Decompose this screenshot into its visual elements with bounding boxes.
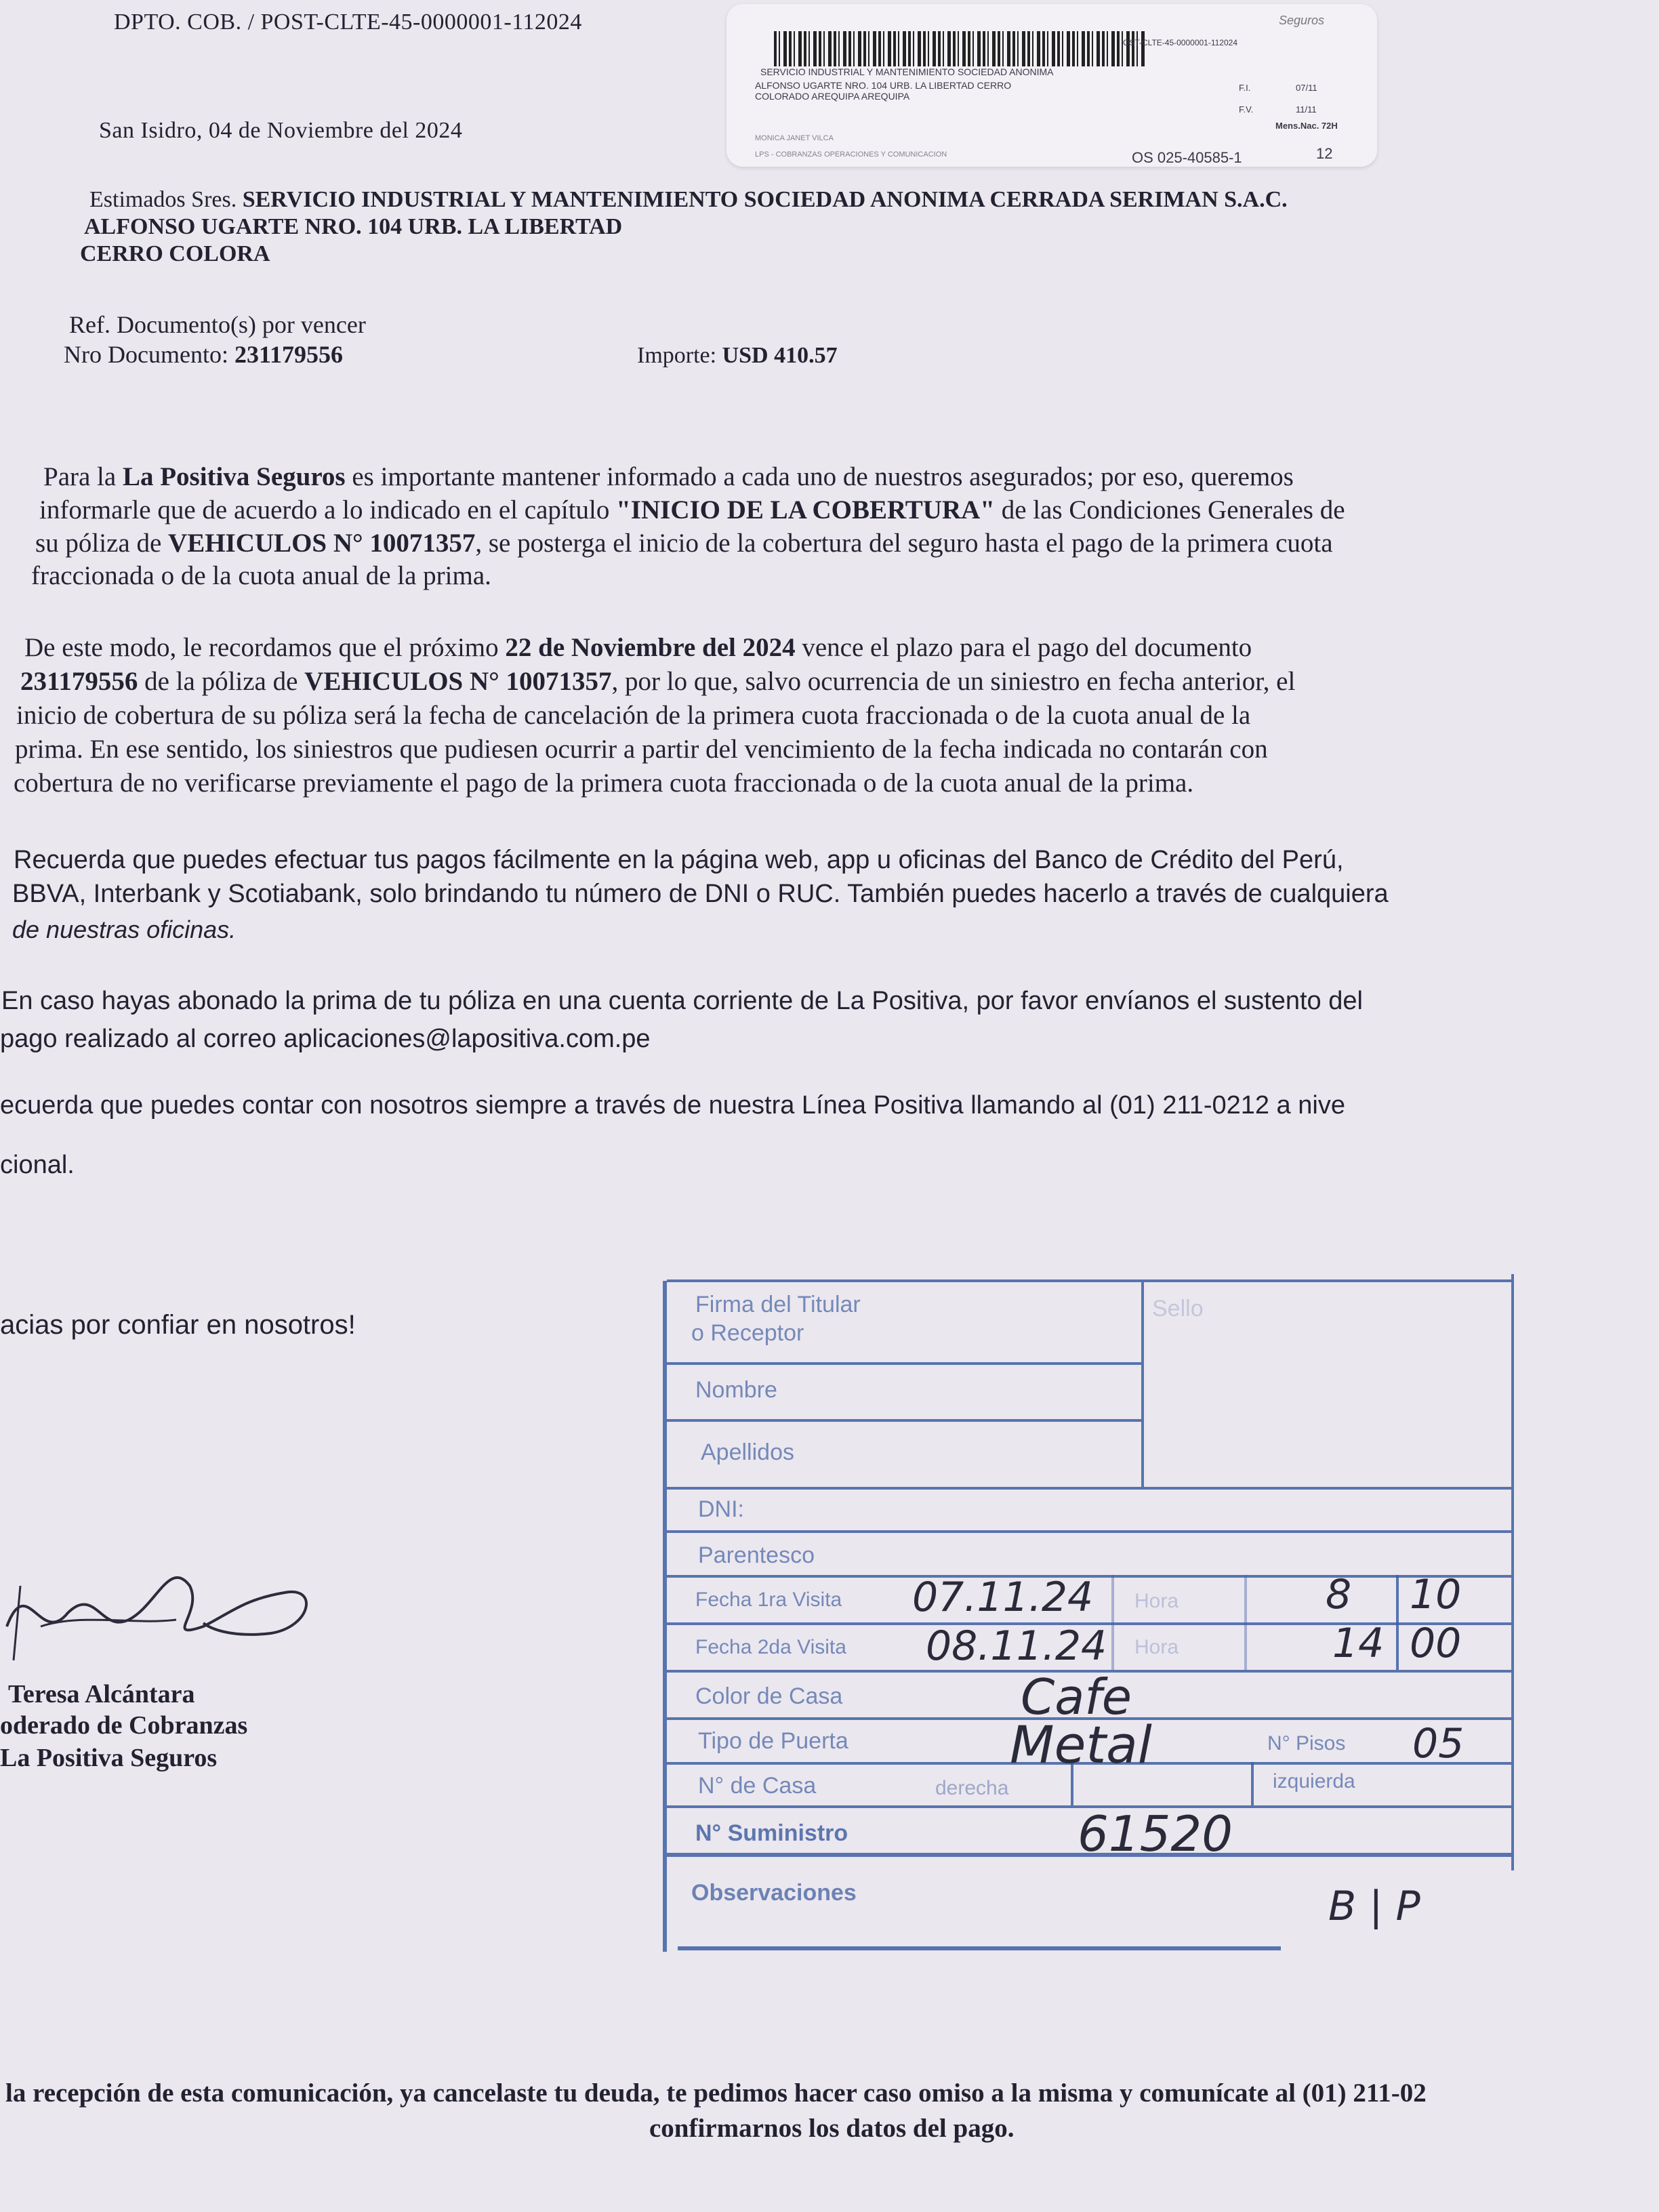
sticker-fv-value: 11/11 [1296, 104, 1317, 115]
para1-line-2: informarle que de acuerdo a lo indicado en el capítulo "INICIO DE LA COBERTURA" de las Condiciones Generales de [39, 495, 1345, 525]
amount-row [637, 343, 838, 369]
place-date: San Isidro, 04 de Noviembre del 2024 [99, 118, 463, 143]
stamp-bottom-border [678, 1946, 1281, 1950]
para3-line-2: BBVA, Interbank y Scotiabank, solo brindando tu número de DNI o RUC. También puedes hacerlo a través de cualquiera [12, 880, 1389, 908]
handwritten-observaciones: B | P [1328, 1883, 1420, 1930]
stamp-label-observaciones: Observaciones [691, 1880, 857, 1906]
address-line-1: ALFONSO UGARTE NRO. 104 URB. LA LIBERTAD [84, 214, 623, 239]
stamp-label-fecha-1: Fecha 1ra Visita [695, 1589, 842, 1611]
sticker-line-4: MONICA JANET VILCA [755, 134, 834, 142]
sticker-line-2: ALFONSO UGARTE NRO. 104 URB. LA LIBERTAD CERRO [755, 80, 1012, 91]
stamp-label-puerta: Tipo de Puerta [698, 1728, 848, 1754]
courier-label-sticker [726, 4, 1377, 167]
stamp-label-ncasa: N° de Casa [698, 1773, 817, 1799]
stamp-label-suministro: N° Suministro [695, 1820, 848, 1846]
signatory-company: La Positiva Seguros [0, 1744, 218, 1772]
handwritten-fecha-2: 08.11.24 [926, 1622, 1107, 1670]
sticker-brand: Seguros [1279, 14, 1325, 27]
para1-line-4: fraccionada o de la cuota anual de la prima. [31, 561, 491, 590]
sticker-ref-code: OST-CLTE-45-0000001-112024 [1123, 38, 1237, 47]
handwritten-signature [0, 1545, 325, 1667]
stamp-right-border [1511, 1274, 1514, 1870]
para1-line-1: Para la La Positiva Seguros es importante mantener informado a cada uno de nuestros asegurados; por eso, queremos [43, 462, 1294, 491]
sticker-os: OS 025-40585-1 [1132, 149, 1242, 166]
amount-value: USD 410.57 [722, 343, 838, 368]
company-name: SERVICIO INDUSTRIAL Y MANTENIMIENTO SOCIEDAD ANONIMA CERRADA SERIMAN S.A.C. [242, 187, 1288, 212]
para2-line-3: inicio de cobertura de su póliza será la fecha de cancelación de la primera cuota fraccionada o de la cuota anual de la [16, 701, 1251, 730]
address-line-2: CERRO COLORA [80, 241, 270, 266]
footer-line-2: confirmarnos los datos del pago. [649, 2114, 1015, 2143]
stamp-label-fecha-2: Fecha 2da Visita [695, 1636, 846, 1658]
handwritten-suministro: 61520 [1078, 1805, 1233, 1862]
handwritten-color: Cafe [1021, 1668, 1132, 1725]
sticker-line-5: LPS - COBRANZAS OPERACIONES Y COMUNICACION [755, 150, 947, 159]
para3-line-3: de nuestras oficinas. [12, 916, 237, 943]
para5-line-1: ecuerda que puedes contar con nosotros siempre a través de nuestra Línea Positiva llamando al (01) 211-0212 a nive [0, 1091, 1345, 1120]
handwritten-hora-2-m: 00 [1410, 1620, 1462, 1667]
stamp-label-firma: Firma del Titular [695, 1292, 861, 1317]
stamp-label-receptor: o Receptor [691, 1320, 804, 1346]
para2-line-5: cobertura de no verificarse previamente el pago de la primera cuota fraccionada o de la cuota anual de la prima. [14, 769, 1194, 798]
stamp-label-parentesco: Parentesco [698, 1542, 815, 1568]
para4-line-1: En caso hayas abonado la prima de tu póliza en una cuenta corriente de La Positiva, por favor envíanos el sustento del [1, 987, 1363, 1015]
stamp-top-border [667, 1279, 1511, 1282]
stamp-label-hora-2: Hora [1134, 1636, 1179, 1658]
sticker-fi-label: F.I. [1239, 83, 1251, 93]
handwritten-puerta: Metal [1010, 1715, 1152, 1775]
sticker-mens: Mens.Nac. 72H [1275, 121, 1338, 131]
sticker-line-1: SERVICIO INDUSTRIAL Y MANTENIMIENTO SOCIEDAD ANONIMA [760, 66, 1054, 77]
para2-line-1: De este modo, le recordamos que el próximo 22 de Noviembre del 2024 vence el plazo para el pago del documento [24, 633, 1252, 662]
stamp-label-sello: Sello [1152, 1296, 1204, 1322]
barcode [774, 31, 1147, 66]
department-reference: DPTO. COB. / POST-CLTE-45-0000001-112024 [114, 9, 582, 35]
document-number-label: Nro Documento: [64, 341, 228, 368]
para1-line-3: su póliza de VEHICULOS N° 10071357, se posterga el inicio de la cobertura del seguro hasta el pago de la primera cuota [35, 529, 1333, 558]
handwritten-fecha-1: 07.11.24 [912, 1574, 1094, 1621]
document-number: 231179556 [234, 341, 343, 368]
sticker-line-3: COLORADO AREQUIPA AREQUIPA [755, 91, 910, 102]
thanks-line: acias por confiar en nosotros! [0, 1310, 356, 1340]
reference-label: Ref. Documento(s) por vencer [69, 311, 366, 338]
footer-line-1: la recepción de esta comunicación, ya cancelaste tu deuda, te pedimos hacer caso omiso a la misma y comunícate al (01) 211-02 [5, 2078, 1427, 2108]
stamp-label-color: Color de Casa [695, 1683, 843, 1709]
stamp-label-apellidos: Apellidos [701, 1439, 794, 1465]
stamp-label-nombre: Nombre [695, 1377, 777, 1403]
signatory-name: Teresa Alcántara [8, 1680, 195, 1708]
para5-line-2: cional. [0, 1151, 75, 1179]
stamp-label-pisos: N° Pisos [1267, 1732, 1346, 1755]
greeting: Estimados Sres. [89, 187, 237, 212]
para4-line-2: pago realizado al correo aplicaciones@lapositiva.com.pe [0, 1025, 651, 1053]
handwritten-pisos: 05 [1412, 1720, 1465, 1767]
stamp-label-dni: DNI: [698, 1496, 744, 1522]
para2-line-2: 231179556 de la póliza de VEHICULOS N° 10071357, por lo que, salvo ocurrencia de un siniestro en fecha anterior, el [20, 667, 1296, 696]
sticker-fi-value: 07/11 [1296, 83, 1317, 93]
addressee-line-1 [89, 187, 1288, 213]
stamp-label-izquierda: izquierda [1273, 1770, 1355, 1793]
document-number-row [64, 340, 343, 369]
para2-line-4: prima. En ese sentido, los siniestros que pudiesen ocurrir a partir del vencimiento de la fecha indicada no contarán con [15, 735, 1268, 764]
sticker-os-num: 12 [1316, 145, 1333, 162]
amount-label: Importe: [637, 343, 717, 368]
handwritten-hora-2-h: 14 [1332, 1620, 1385, 1667]
stamp-label-hora-1: Hora [1134, 1590, 1179, 1612]
stamp-left-border [663, 1281, 667, 1952]
sticker-fv-label: F.V. [1239, 104, 1254, 115]
para3-line-1: Recuerda que puedes efectuar tus pagos fácilmente en la página web, app u oficinas del Banco de Crédito del Perú, [14, 846, 1344, 874]
handwritten-hora-1-m: 10 [1410, 1571, 1462, 1618]
stamp-label-derecha: derecha [935, 1777, 1009, 1799]
signatory-role: oderado de Cobranzas [0, 1711, 248, 1740]
handwritten-hora-1-h: 8 [1326, 1571, 1352, 1618]
